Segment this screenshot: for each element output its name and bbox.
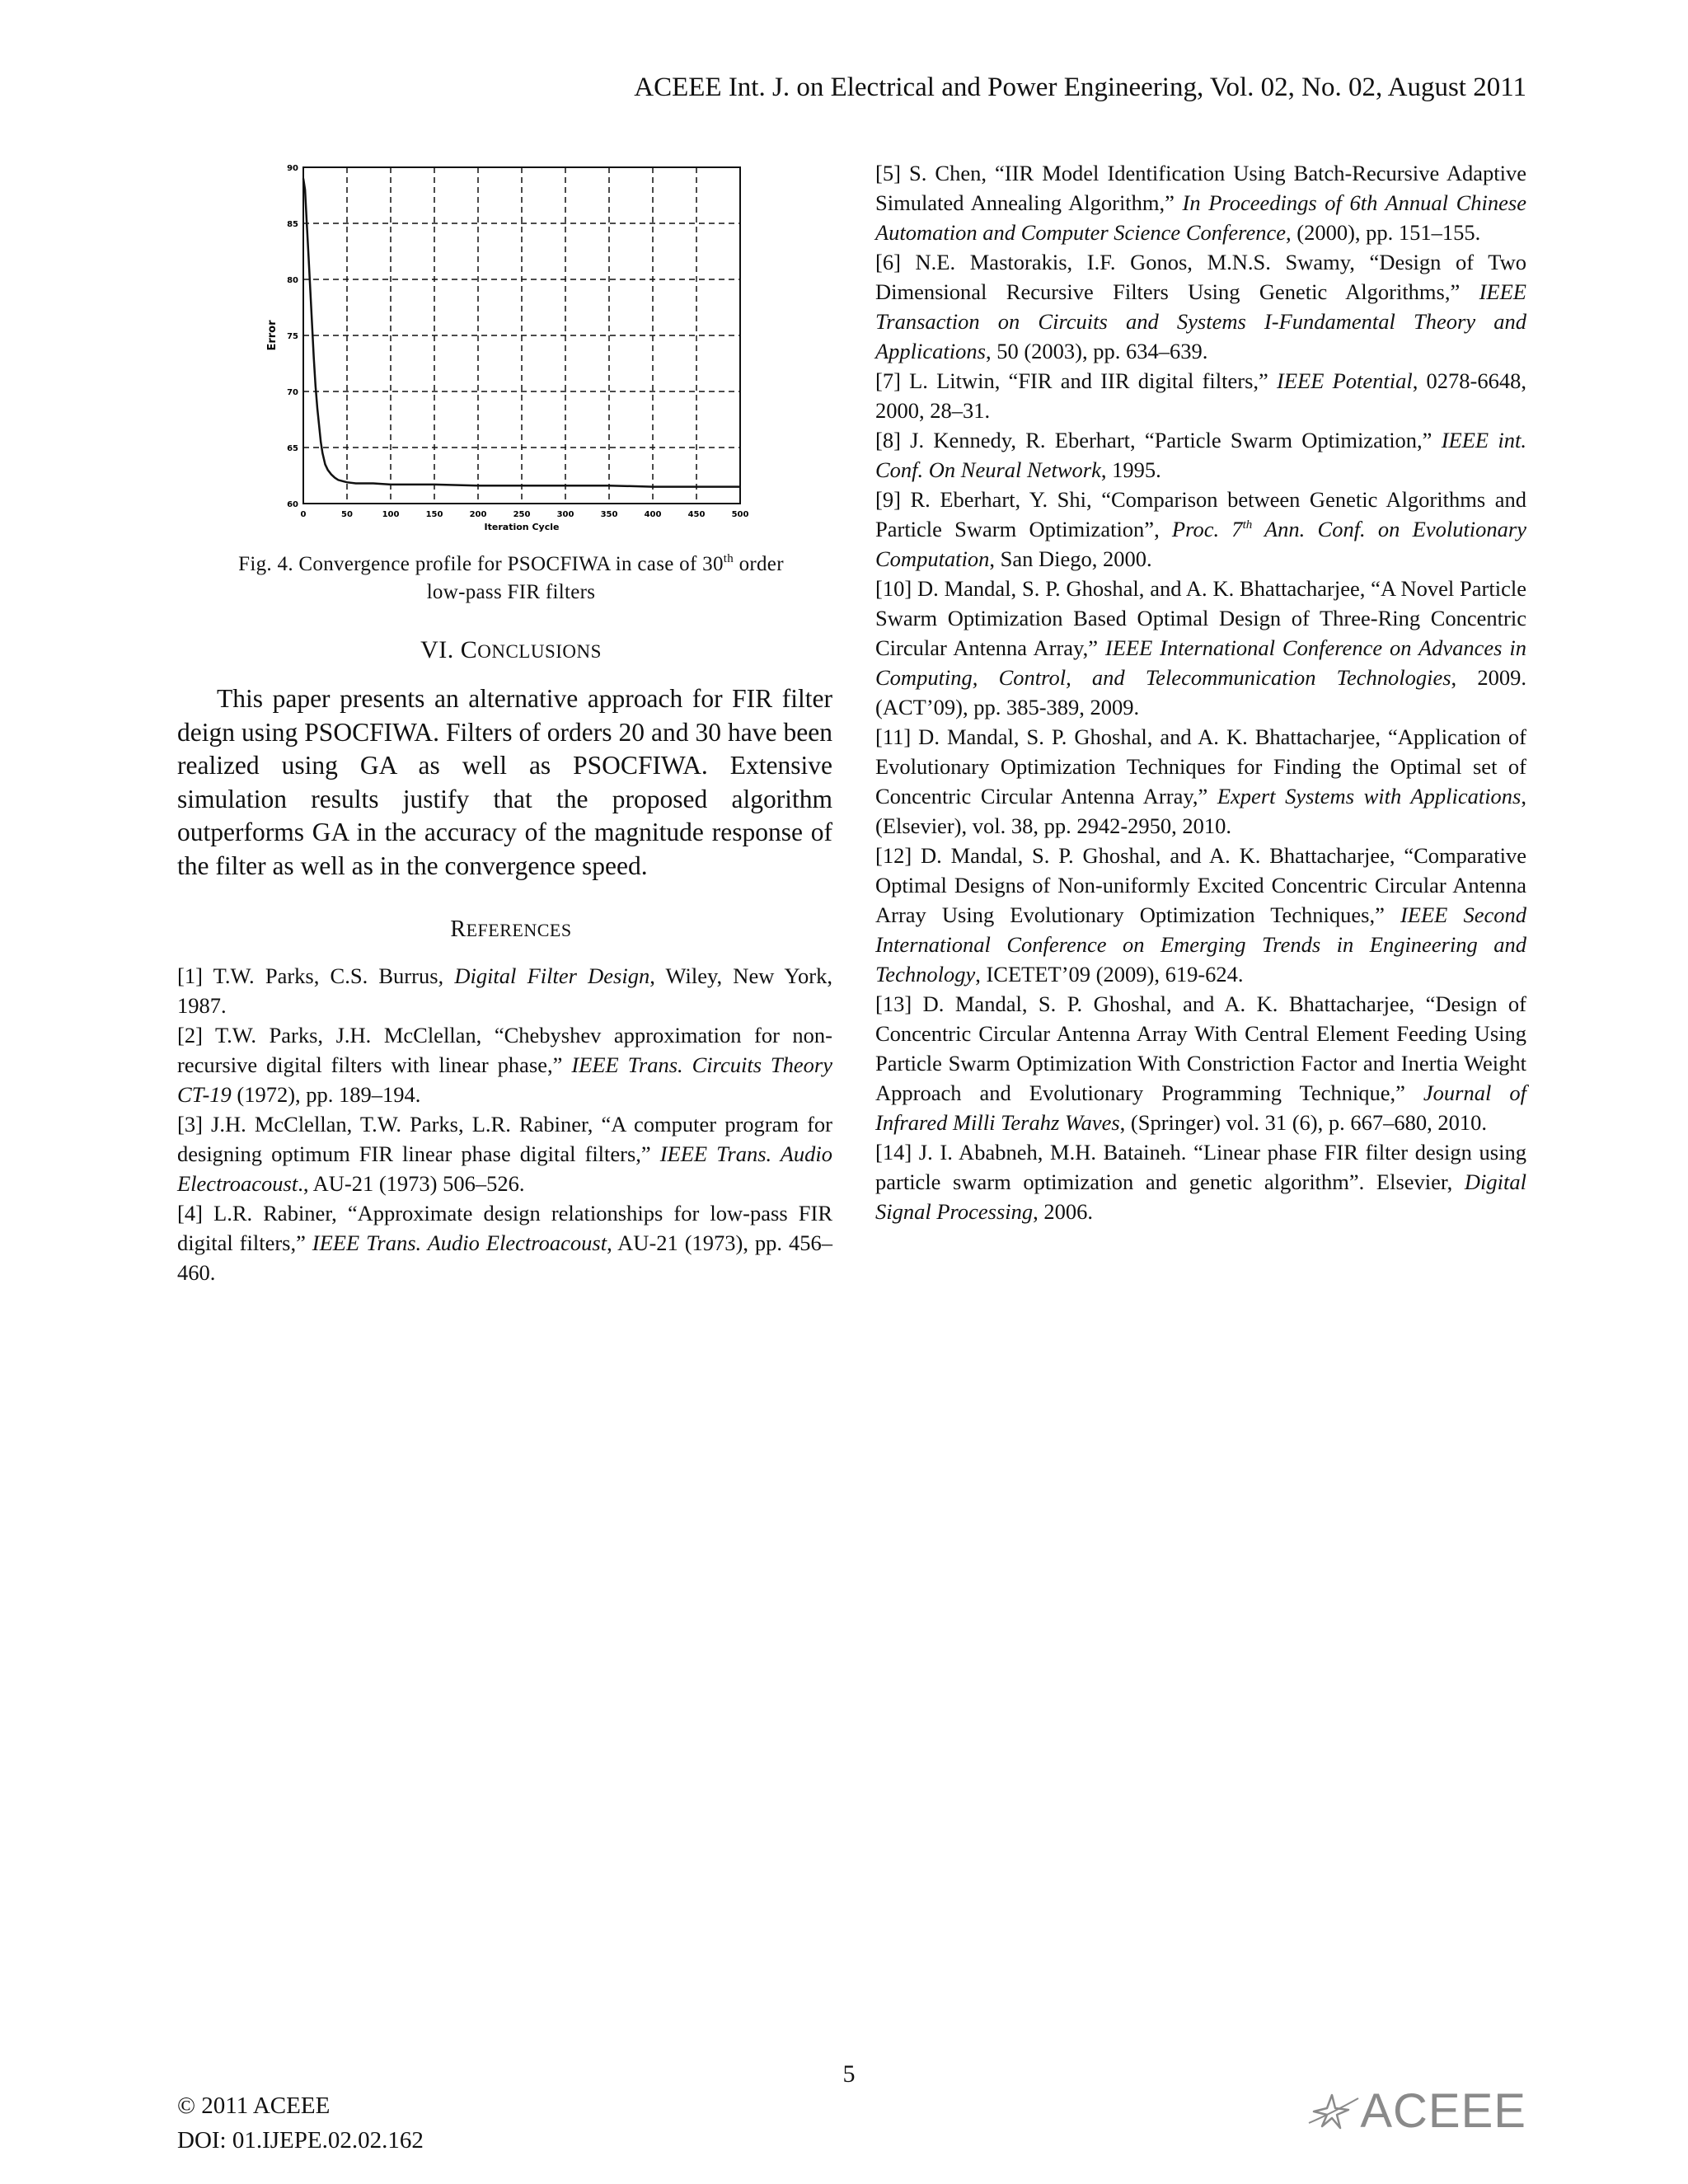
- doi: DOI: 01.IJEPE.02.02.162: [177, 2127, 424, 2154]
- ref-12-venue: IEEE Second International Conference on Emerging Trends in Engineering and Technology: [875, 902, 1526, 987]
- ref-10-authors: [10] D. Mandal, S. P. Ghoshal, and A. K. Bhattacharjee, “A Novel Particle Swarm Optimization Based Optimal Design of Three-Ring Concentric Circular Antenna Array,”: [875, 576, 1526, 660]
- figure-caption: [181, 551, 841, 607]
- section-number: VI.: [420, 636, 461, 663]
- x-tick-label: 0: [300, 510, 307, 519]
- y-tick-label: 60: [287, 500, 298, 509]
- ref-11-authors: [11] D. Mandal, S. P. Ghoshal, and A. K. Bhattacharjee, “Application of Evolutionary Optimization Techniques for Finding the Optimal set of Concentric Circular Antenna Array,”: [875, 724, 1526, 808]
- copyright-notice: © 2011 ACEEE: [177, 2093, 331, 2119]
- caption-main: Fig. 4. Convergence profile for PSOCFIWA in case of 30: [238, 553, 724, 575]
- y-tick-label: 90: [287, 164, 298, 173]
- caption-superscript: th: [723, 552, 734, 565]
- ref-9-venue-cont: Ann. Conf. on Evolutionary Computation: [875, 517, 1526, 571]
- y-tick-label: 75: [287, 332, 298, 341]
- x-tick-label: 400: [644, 510, 662, 519]
- section-title-rest: ONCLUSIONS: [477, 641, 602, 662]
- reference-list-right: [875, 158, 1526, 1226]
- x-tick-label: 250: [513, 510, 531, 519]
- reference-1: [177, 961, 832, 1020]
- ref-13-authors: [13] D. Mandal, S. P. Ghoshal, and A. K. Bhattacharjee, “Design of Concentric Circular Antenna Array With Central Element Feeding Using Particle Swarm Optimization With Constriction Factor and Inertia Weight Approach and Evolutionary Programming Technique,”: [875, 991, 1526, 1105]
- conclusions-paragraph: This paper presents an alternative approach for FIR filter deign using PSOCFIWA. Filters of orders 20 and 30 have been realized using GA as well as PSOCFIWA. Extensive simulation results justify that the proposed algorithm outperforms GA in the accuracy of the magnitude response of the filter as well as in the convergence speed.: [177, 684, 832, 880]
- ref-8-details: , 1995.: [1100, 457, 1161, 482]
- ref-5-venue: In Proceedings of 6th Annual Chinese Automation and Computer Science Conference: [875, 190, 1526, 245]
- reference-2: [177, 1020, 832, 1109]
- ref-7-details: , 0278-6648, 2000, 28–31.: [875, 368, 1526, 423]
- reference-10: [875, 574, 1526, 722]
- reference-8: [875, 425, 1526, 485]
- running-header: ACEEE Int. J. on Electrical and Power Engineering, Vol. 02, No. 02, August 2011: [634, 73, 1526, 102]
- ref-9-details: , San Diego, 2000.: [989, 546, 1152, 571]
- x-tick-label: 100: [382, 510, 400, 519]
- x-tick-label: 500: [731, 510, 749, 519]
- ref-3-details: ., AU-21 (1973) 506–526.: [298, 1171, 525, 1196]
- ref-9-superscript: th: [1242, 518, 1253, 532]
- aceee-logo: [1307, 2083, 1526, 2139]
- x-tick-label: 200: [469, 510, 487, 519]
- star-swoosh-icon: [1307, 2090, 1360, 2133]
- reference-3: [177, 1109, 832, 1198]
- ref-4-details: , AU-21 (1973), pp. 456–460.: [177, 1230, 832, 1285]
- y-tick-label: 70: [287, 388, 298, 397]
- ref-1-title: , Digital Filter Design: [438, 963, 650, 988]
- y-tick-label: 65: [287, 444, 298, 453]
- ref-12-details: , ICETET’09 (2009), 619-624.: [975, 962, 1244, 987]
- ref-7-authors: [7] L. Litwin, “FIR and IIR digital filters,”: [875, 368, 1277, 393]
- ref-6-authors: [6] N.E. Mastorakis, I.F. Gonos, M.N.S. Swamy, “Design of Two Dimensional Recursive Filters Using Genetic Algorithms,”: [875, 250, 1526, 304]
- tick-labels: [287, 164, 748, 519]
- ref-14-authors: [14] J. I. Ababneh, M.H. Bataineh. “Linear phase FIR filter design using particle swarm optimization and genetic algorithm”. Elsevier,: [875, 1140, 1526, 1194]
- reference-5: [875, 158, 1526, 247]
- reference-7: [875, 366, 1526, 425]
- reference-4: [177, 1198, 832, 1287]
- ref-5-details: , (2000), pp. 151–155.: [1286, 220, 1481, 245]
- x-axis-label: Iteration Cycle: [484, 522, 560, 532]
- ref-8-authors: [8] J. Kennedy, R. Eberhart, “Particle Swarm Optimization,”: [875, 428, 1442, 452]
- ref-5-authors: [5] S. Chen, “IIR Model Identification Using Batch-Recursive Adaptive Simulated Annealing Algorithm,”: [875, 161, 1526, 215]
- reference-13: [875, 989, 1526, 1137]
- ref-2-authors: [2] T.W. Parks, J.H. McClellan, “Chebyshev approximation for non-recursive digital filters with linear phase,”: [177, 1023, 832, 1077]
- x-tick-label: 50: [341, 510, 353, 519]
- x-tick-label: 350: [600, 510, 618, 519]
- ref-13-details: , (Springer) vol. 31 (6), p. 667–680, 2010.: [1119, 1110, 1487, 1135]
- page-number: 5: [842, 2060, 856, 2088]
- ref-10-details: , 2009. (ACT’09), pp. 385-389, 2009.: [875, 665, 1526, 719]
- x-tick-label: 150: [425, 510, 443, 519]
- ref-1-authors: [1] T.W. Parks, C.S. Burrus: [177, 963, 438, 988]
- caption-tail: order: [734, 553, 784, 575]
- caption-line-2: low-pass FIR filters: [426, 581, 596, 603]
- grid-lines: [303, 167, 740, 504]
- y-axis-label: Error: [266, 320, 279, 351]
- references-heading: [177, 916, 845, 943]
- ref-9-authors: [9] R. Eberhart, Y. Shi, “Comparison between Genetic Algorithms and Particle Swarm Optimization”,: [875, 487, 1526, 541]
- ref-8-venue: IEEE int. Conf. On Neural Network: [875, 428, 1526, 482]
- section-heading-conclusions: [177, 636, 845, 664]
- convergence-chart: [264, 161, 758, 548]
- section-initial: C: [460, 636, 478, 663]
- ref-9-venue: Proc. 7: [1171, 517, 1243, 541]
- x-tick-label: 300: [556, 510, 574, 519]
- ref-4-venue: IEEE Trans. Audio Electroacoust: [312, 1230, 607, 1255]
- ref-3-venue: IEEE Trans. Audio Electroacoust: [177, 1141, 832, 1196]
- logo-wordmark: ACEEE: [1360, 2084, 1526, 2138]
- ref-14-details: , 2006.: [1033, 1199, 1094, 1224]
- reference-6: [875, 247, 1526, 366]
- ref-11-venue: Expert Systems with Applications: [1217, 784, 1522, 808]
- reference-14: [875, 1137, 1526, 1226]
- x-tick-label: 450: [687, 510, 706, 519]
- ref-2-details: (1972), pp. 189–194.: [231, 1082, 421, 1107]
- ref-7-venue: IEEE Potential: [1277, 368, 1413, 393]
- ref-4-authors: [4] L.R. Rabiner, “Approximate design relationships for low-pass FIR digital filters,”: [177, 1201, 832, 1255]
- reference-11: [875, 722, 1526, 841]
- ref-12-authors: [12] D. Mandal, S. P. Ghoshal, and A. K. Bhattacharjee, “Comparative Optimal Designs of Non-uniformly Excited Concentric Circular Antenna Array Using Evolutionary Optimization Techniques,”: [875, 843, 1526, 927]
- ref-10-venue: IEEE International Conference on Advances in Computing, Control, and Telecommunication Technologies: [875, 635, 1526, 690]
- reference-9: [875, 485, 1526, 574]
- ref-3-authors: [3] J.H. McClellan, T.W. Parks, L.R. Rabiner, “A computer program for designing optimum FIR linear phase digital filters,”: [177, 1112, 832, 1166]
- reference-list-left: [177, 961, 832, 1287]
- ref-2-venue: IEEE Trans. Circuits Theory CT-19: [177, 1052, 832, 1107]
- ref-6-details: , 50 (2003), pp. 634–639.: [985, 339, 1208, 363]
- ref-13-venue: Journal of Infrared Milli Terahz Waves: [875, 1080, 1526, 1135]
- figure-4: [264, 161, 758, 548]
- ref-14-venue: Digital Signal Processing: [875, 1169, 1526, 1224]
- ref-1-details: , Wiley, New York, 1987.: [177, 963, 832, 1018]
- ref-6-venue: IEEE Transaction on Circuits and Systems I-Fundamental Theory and Applications: [875, 279, 1526, 363]
- series-line-psocfiwa: [303, 179, 740, 487]
- reference-12: [875, 841, 1526, 989]
- ref-11-details: , (Elsevier), vol. 38, pp. 2942-2950, 2010.: [875, 784, 1526, 838]
- footer-credits: [177, 2088, 424, 2158]
- y-tick-label: 85: [287, 220, 298, 229]
- references-title-rest: EFERENCES: [466, 920, 572, 940]
- references-initial: R: [450, 916, 467, 942]
- y-tick-label: 80: [287, 276, 298, 285]
